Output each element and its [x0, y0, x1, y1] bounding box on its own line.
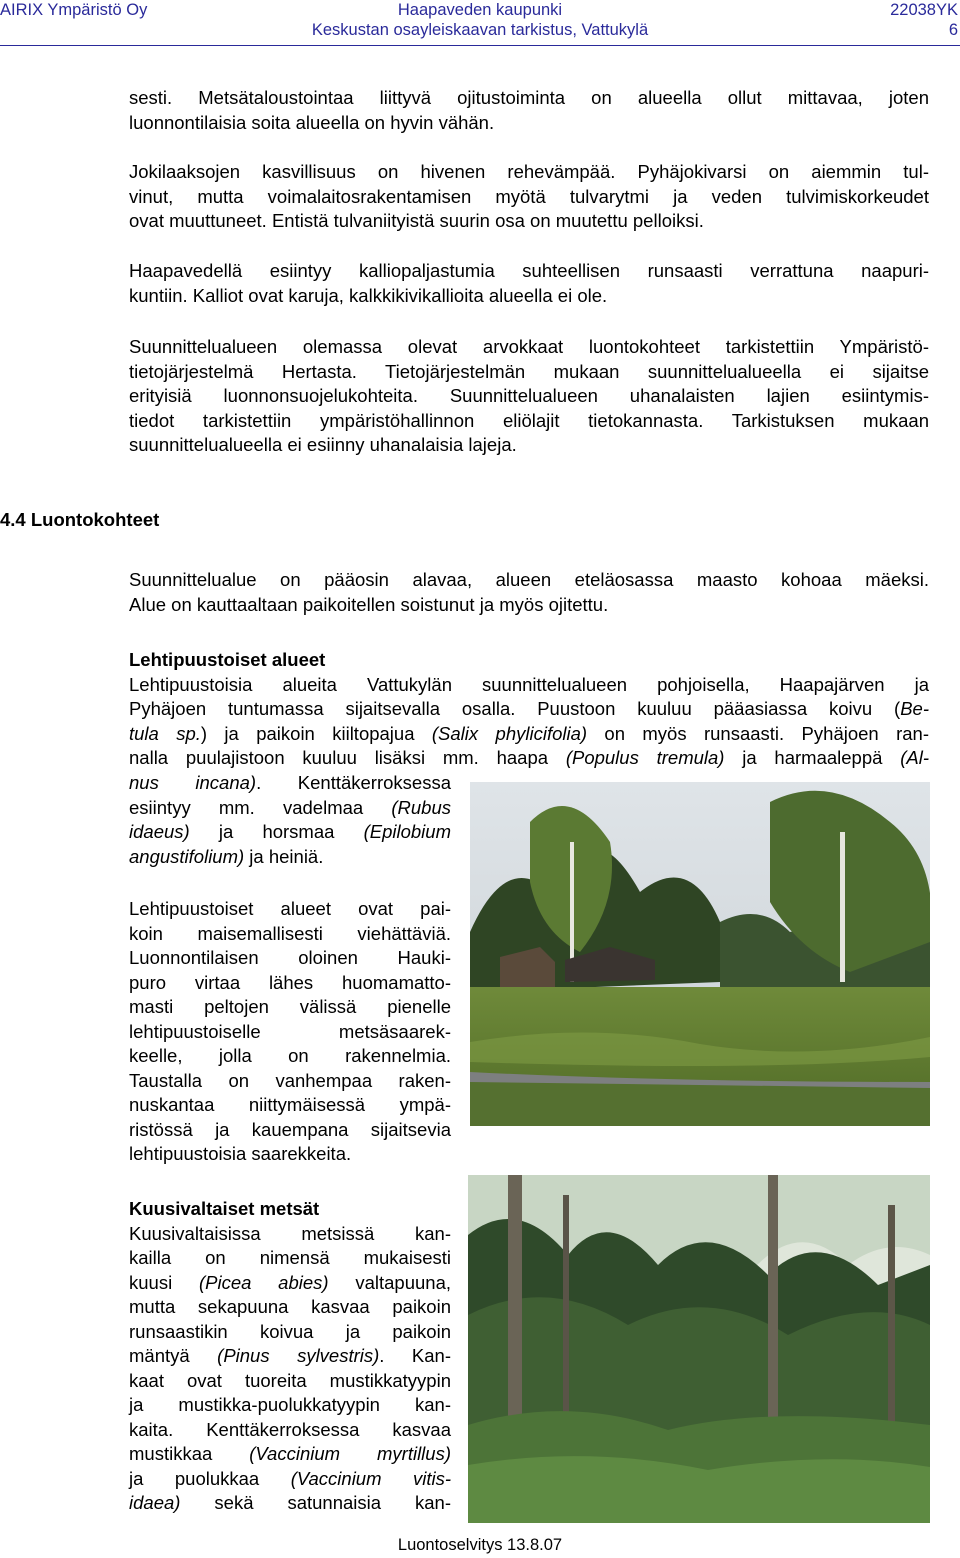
kuusi-block: Kuusivaltaiset metsät Kuusivaltaisissa metsissä kan- kailla on nimensä mukaisesti kuusi (Picea abies) valtapuuna, mutta sekapuuna kasvaa paikoin runsaastikin koivua ja paikoin mäntyä (Pinus sylvestris). Kan- kaat ovat tuoreita mustikkatyypin ja mustikka-puolukkatyypin kan- kaita. Kenttäkerroksessa kasvaa mustikkaa (Vaccinium myrtillus) ja puolukkaa (Vaccinium vitis- idaea) sekä satunnaisia kan- — [129, 1198, 452, 1513]
page-footer: Luontoselvitys 13.8.07 — [397, 1536, 563, 1554]
lehti-wrap-text: nus incana). Kenttäkerroksessa esiintyy mm. vadelmaa (Rubus idaeus) ja horsmaa (Epilobium angustifolium) ja heiniä. — [129, 772, 451, 867]
intro-paragraph-2: Jokilaaksojen kasvillisuus on hivenen rehevämpää. Pyhäjokivarsi on aiemmin tul- vinut, mutta voimalaitosrakentamisen myötä tulvarytmi ja veden tulvimiskorkeudet ovat muuttuneet. Entistä tulvaniityistä suurin osa on muutettu pelloiksi. — [129, 161, 929, 231]
section-intro: Suunnittelualue on pääosin alavaa, alueen eteläosassa maasto kohoaa mäeksi. Alue on kauttaaltaan paikoitellen soistunut ja myös ojitettu. — [129, 569, 929, 615]
header-project-title: Keskustan osayleiskaavan tarkistus, Vattukylä — [311, 21, 649, 39]
lehti-title: Lehtipuustoiset alueet — [129, 649, 326, 670]
header-company: AIRIX Ympäristö Oy — [0, 1, 148, 19]
section-heading: 4.4 Luontokohteet — [0, 509, 160, 530]
lehti-block: Lehtipuustoiset alueet Lehtipuustoisia alueita Vattukylän suunnittelualueen pohjoisella, Haapajärven ja Pyhäjoen tuntumassa sijaitsevalla osalla. Puustoon kuuluu pääasiassa koivu (Be- tula sp.) ja paikoin kiiltopajua (Salix phylicifolia) on myös runsaasti. Pyhäjoen ran- nalla puulajistoon kuuluu lisäksi mm. haapa (Populus tremula) ja harmaaleppä (Al- — [129, 649, 929, 768]
header-project-code: 22038YK — [890, 1, 958, 19]
kuusi-title: Kuusivaltaiset metsät — [129, 1198, 320, 1219]
header-page-number: 6 — [948, 21, 958, 39]
intro-paragraph-1: sesti. Metsätaloustointaa liittyvä ojitustoiminta on alueella ollut mittavaa, joten luonnontilaisia soita alueella on hyvin vähän. — [129, 87, 929, 133]
intro-paragraph-4: Suunnittelualueen olemassa olevat arvokkaat luontokohteet tarkistettiin Ympäristö- tietojärjestelmä Hertasta. Tietojärjestelmän mukaan suunnittelualueella ei sijaitse erityisiä luonnonsuojelukohteita. Suunnittelualueen uhanalaisten lajien esiintymis- tiedot tarkistettiin ympäristöhallinnon eliölajit tietokannasta. Tarkistuksen mukaan suunnittelualueella ei esiinny uhanalaisia lajeja. — [129, 336, 929, 455]
header-client: Haapaveden kaupunki — [397, 1, 563, 19]
intro-paragraph-3: Haapavedellä esiintyy kalliopaljastumia suhteellisen runsaasti verrattuna naapuri- kuntiin. Kalliot ovat karuja, kalkkikivikallioita alueella ei ole. — [129, 260, 929, 306]
header-rule — [0, 45, 960, 46]
photo-spruce-forest — [468, 1175, 930, 1523]
lehti-paragraph-2: Lehtipuustoiset alueet ovat pai- koin maisemallisesti viehättäviä. Luonnontilaisen oloinen Hauki- puro virtaa lähes huomamatto- masti peltojen välissä pienelle lehtipuustoiselle metsäsaarek- keelle, jolla on rakennelmia. Taustalla on vanhempaa raken- nuskantaa niittymäisessä ympä- ristössä ja kauempana sijaitsevia lehtipuustoisia saarekkeita. — [129, 898, 451, 1164]
page-header — [0, 0, 960, 44]
photo-birch-field — [470, 782, 930, 1126]
